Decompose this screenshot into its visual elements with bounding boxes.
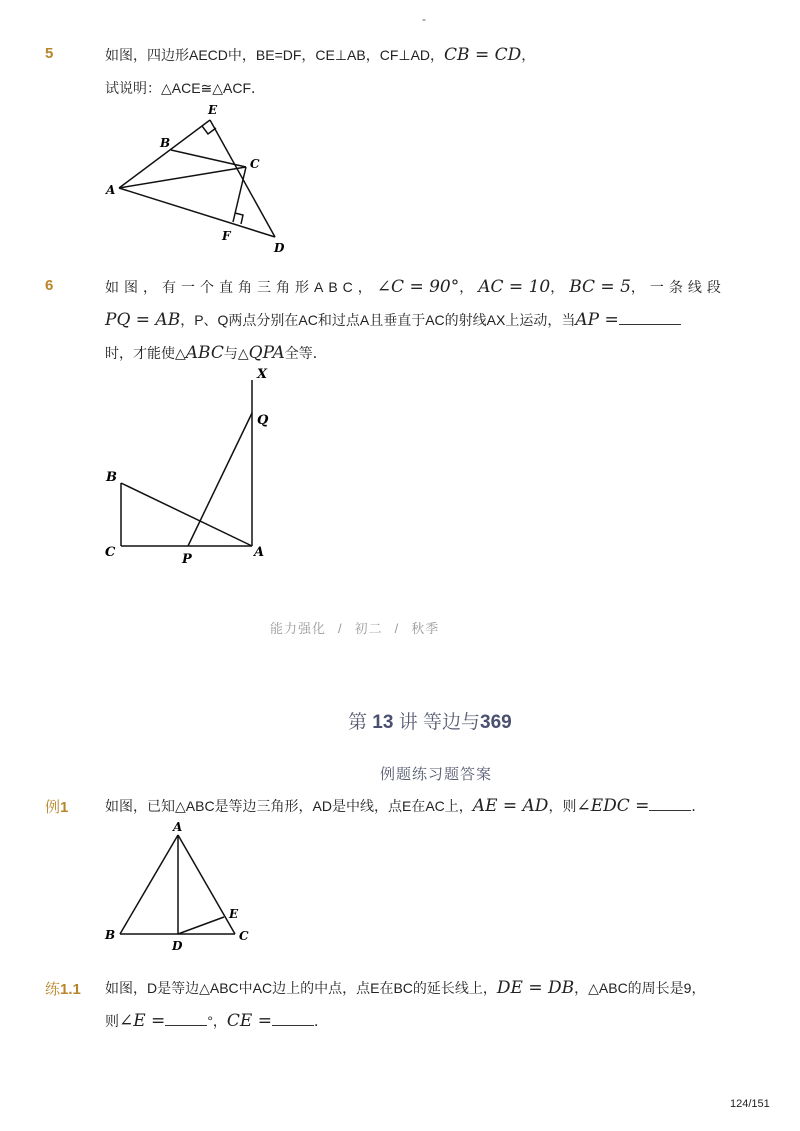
page-number: 124/151 — [730, 1098, 770, 1110]
pr11-text-a: 如图，D是等边△ABC中AC边上的中点，点E在BC的延长线上， — [105, 980, 497, 996]
q6-text-a: 如图，有一个直角三角形ABC， — [105, 279, 377, 295]
ex1-math-angle-edc: ∠EDC = — [576, 796, 650, 816]
pr11-math-angle-e: ∠E = — [119, 1011, 166, 1031]
q6-label-x: X — [257, 367, 268, 382]
practice-1-1-number — [45, 978, 81, 999]
pr11-math-ce: CE = — [226, 1011, 272, 1031]
q6-sep-1: ， — [459, 279, 479, 295]
q5-figure — [95, 95, 305, 260]
q6-label-b: B — [106, 470, 117, 485]
q5-text: 如图，四边形AECD中，BE=DF，CE⊥AB，CF⊥AD， — [105, 47, 445, 63]
pr11-degree: ° — [207, 1013, 213, 1029]
example-1-suffix: 1 — [60, 799, 69, 816]
q6-text-c: ，P、Q两点分别在AC和过点A且垂直于AC的射线AX上运动，当 — [180, 312, 576, 328]
q6-text-d: 时，才能使△ — [105, 345, 186, 361]
ex1-label-b: B — [105, 928, 116, 942]
pr11-end: ． — [314, 1013, 328, 1029]
lecture-mid: 讲 等边与 — [398, 712, 480, 733]
pr11-text-c: 则 — [105, 1013, 119, 1029]
q6-text-f: 全等． — [284, 345, 327, 361]
pr11-angle-blank[interactable] — [165, 1011, 207, 1026]
top-mark: - — [422, 12, 426, 26]
q6-text-e: 与△ — [223, 345, 249, 361]
section-subtitle: 例题练习题答案 — [380, 766, 493, 783]
practice-1-1-prefix: 练 — [45, 981, 61, 998]
q5-label-c: C — [250, 157, 260, 171]
q5-label-a: A — [106, 183, 116, 197]
q5-math-cb-cd: CB = CD — [444, 45, 522, 65]
practice-1-1-line-1 — [105, 978, 705, 998]
q6-math-ac: AC = 10 — [478, 277, 551, 297]
lecture-prefix: 第 — [348, 712, 368, 733]
q6-math-qpa: QPA — [248, 343, 285, 363]
q6-math-ap: AP = — [575, 310, 619, 330]
q6-text-b: ，一条线段 — [630, 279, 726, 295]
page-footer-breadcrumb — [270, 618, 439, 637]
q6-figure — [95, 360, 285, 575]
ex1-text-c: ． — [691, 798, 706, 814]
example-1-prefix: 例 — [45, 799, 61, 816]
ex1-text-a: 如图，已知△ABC是等边三角形，AD是中线，点E在AC上， — [105, 798, 473, 814]
pr11-ce-blank[interactable] — [272, 1011, 314, 1026]
ex1-label-d: D — [172, 939, 183, 953]
ex1-math-ae-ad: AE = AD — [472, 796, 549, 816]
footer-separator-2: / — [394, 621, 400, 636]
q6-math-pq-ab: PQ = AB — [105, 310, 181, 330]
q5-label-e: E — [208, 103, 218, 117]
q5-text-end: ， — [521, 47, 536, 63]
footer-part-2: 初二 — [354, 621, 383, 636]
q6-sep-2: ， — [550, 279, 570, 295]
question-5-line-2: 试说明：△ACE≅△ACF． — [105, 80, 266, 96]
footer-separator-1: / — [338, 621, 343, 636]
footer-part-1: 能力强化 — [270, 621, 327, 636]
ex1-text-b: ，则 — [548, 798, 577, 814]
question-5-line-1 — [105, 45, 535, 65]
lecture-title — [348, 707, 512, 734]
lecture-number: 13 — [372, 712, 394, 733]
q6-label-p: P — [182, 552, 192, 567]
pr11-sep: ， — [212, 1013, 227, 1029]
question-6-number: 6 — [45, 277, 54, 294]
q6-math-bc: BC = 5 — [569, 277, 631, 297]
pr11-text-b: ，△ABC的周长是9， — [574, 980, 706, 996]
example-1-number — [45, 796, 68, 817]
q6-math-angle-c: ∠C = 90° — [376, 277, 460, 297]
q6-label-q: Q — [257, 413, 269, 428]
q5-label-d: D — [274, 241, 285, 255]
ex1-label-e: E — [229, 907, 239, 921]
footer-part-3: 秋季 — [411, 621, 440, 636]
ex1-label-c: C — [239, 929, 249, 943]
example-1-text — [105, 796, 705, 816]
q5-label-b: B — [160, 136, 171, 150]
practice-1-1-suffix: 1.1 — [60, 981, 81, 998]
q6-answer-blank[interactable] — [619, 310, 681, 325]
ex1-label-a: A — [173, 820, 183, 834]
q6-math-abc: ABC — [185, 343, 224, 363]
ex1-answer-blank[interactable] — [649, 796, 691, 811]
q6-label-c: C — [105, 545, 116, 560]
ex1-figure — [95, 815, 260, 955]
q6-label-a: A — [254, 545, 265, 560]
question-5-number: 5 — [45, 45, 54, 62]
question-6-line-1 — [105, 277, 726, 297]
pr11-math-de-db: DE = DB — [496, 978, 575, 998]
practice-1-1-line-2 — [105, 1011, 328, 1031]
lecture-suffix: 369 — [480, 712, 512, 733]
q5-label-f: F — [222, 229, 231, 243]
question-6-line-2 — [105, 310, 681, 330]
